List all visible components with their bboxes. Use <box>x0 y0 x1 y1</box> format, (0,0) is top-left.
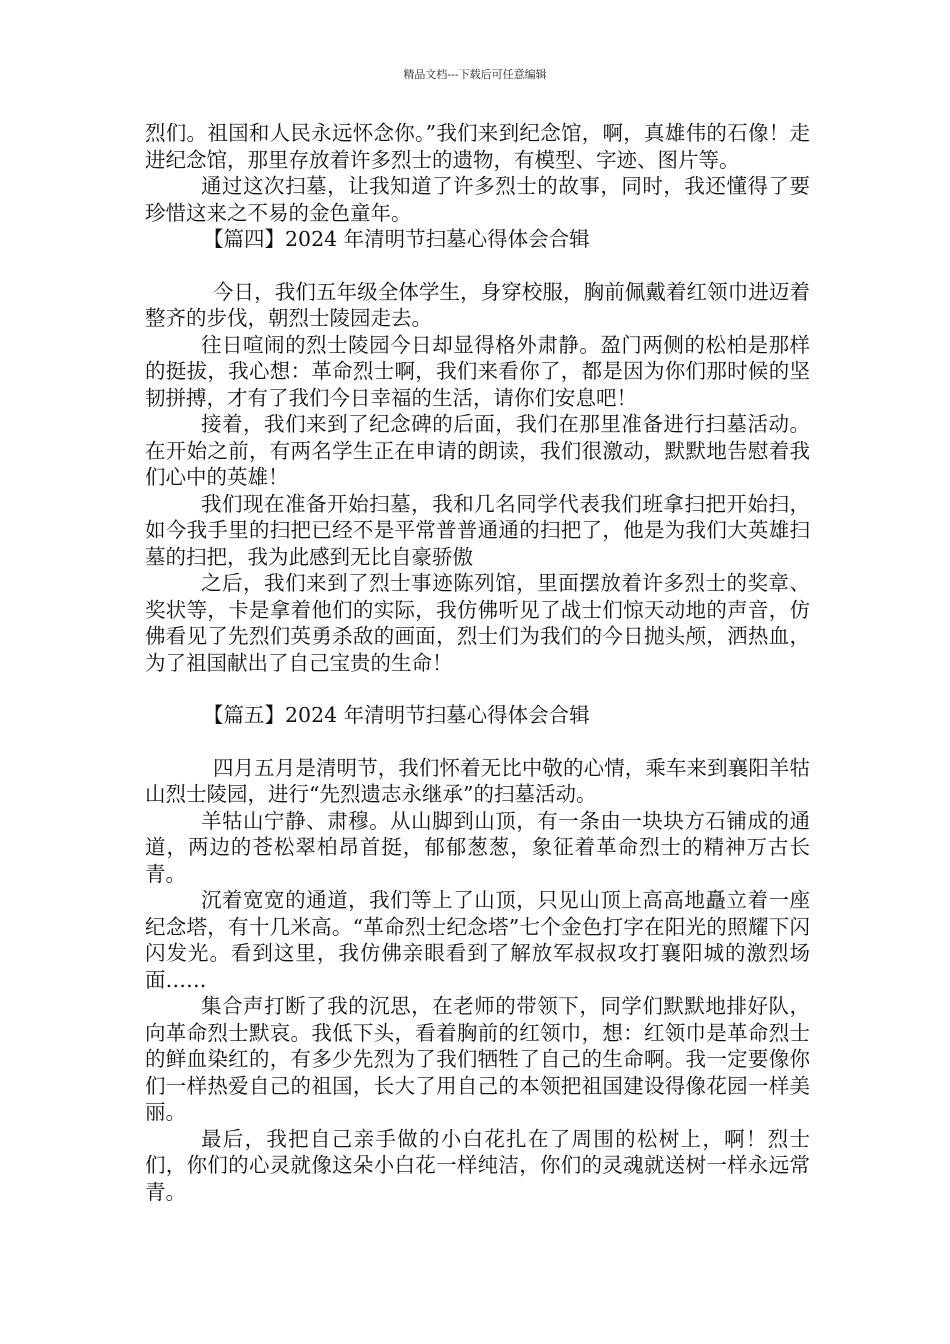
spacer <box>145 253 810 279</box>
spacer <box>145 676 810 702</box>
paragraph: 四月五月是清明节，我们怀着无比中敬的心情，乘车来到襄阳羊牯山烈士陵园，进行“先烈遗志永继承”的扫墓活动。 <box>145 755 810 806</box>
paragraph: 羊牯山宁静、肃穆。从山脚到山顶，有一条由一块块方石铺成的通道，两边的苍松翠柏昂首挺，郁郁葱葱，象征着革命烈士的精神万古长青。 <box>145 808 810 886</box>
paragraph: 之后，我们来到了烈士事迹陈列馆，里面摆放着许多烈士的奖章、奖状等，卡是拿着他们的实际，我仿佛听见了战士们惊天动地的声音，仿佛看见了先烈们英勇杀敌的画面，烈士们为我们的今日抛头颅，洒热血，为了祖国献出了自己宝贵的生命！ <box>145 571 810 675</box>
paragraph: 接着，我们来到了纪念碑的后面，我们在那里准备进行扫墓活动。在开始之前，有两名学生正在申请的朗读，我们很激动，默默地告慰着我们心中的英雄！ <box>145 412 810 489</box>
paragraph: 我们现在准备开始扫墓，我和几名同学代表我们班拿扫把开始扫，如今我手里的扫把已经不是平常普普通通的扫把了，他是为我们大英雄扫墓的扫把，我为此感到无比自豪骄傲 <box>145 491 810 569</box>
paragraph: 集合声打断了我的沉思，在老师的带领下，同学们默默地排好队，向革命烈士默哀。我低下头，看着胸前的红领巾，想：红领巾是革命烈士的鲜血染红的，有多少先烈为了我们牺牲了自己的生命啊。我一定要像你们一样热爱自己的祖国，长大了用自己的本领把祖国建设得像花园一样美丽。 <box>145 994 810 1124</box>
paragraph: 今日，我们五年级全体学生，身穿校服，胸前佩戴着红领巾进迈着整齐的步伐，朝烈士陵园走去。 <box>145 279 810 330</box>
paragraph: 通过这次扫墓，让我知道了许多烈士的故事，同时，我还懂得了要珍惜这来之不易的金色童年。 <box>145 174 810 225</box>
paragraph: 最后，我把自己亲手做的小白花扎在了周围的松树上，啊！烈士们，你们的心灵就像这朵小白花一样纯洁，你们的灵魂就送树一样永远常青。 <box>145 1126 810 1204</box>
paragraph: 沉着宽宽的通道，我们等上了山顶，只见山顶上高高地矗立着一座纪念塔，有十几米高。“革命烈士纪念塔”七个金色打字在阳光的照耀下闪闪发光。看到这里，我仿佛亲眼看到了解放军叔叔攻打襄阳城的激烈场面…… <box>145 888 810 992</box>
spacer <box>145 729 810 755</box>
document-body <box>145 120 810 1205</box>
page-header: 精品文档---下载后可任意编辑 <box>403 68 547 81</box>
paragraph: 往日喧闹的烈士陵园今日却显得格外肃静。盈门两侧的松柏是那样的挺拔，我心想：革命烈士啊，我们来看你了，都是因为你们那时候的坚韧拼搏，才有了我们今日幸福的生活，请你们安息吧！ <box>145 332 810 410</box>
section-heading-4: 【篇四】2024 年清明节扫墓心得体会合辑 <box>203 227 590 251</box>
paragraph: 烈们。祖国和人民永远怀念你。”我们来到纪念馆，啊，真雄伟的石像！走进纪念馆，那里存放着许多烈士的遗物，有模型、字迹、图片等。 <box>145 121 810 172</box>
section-heading-5: 【篇五】2024 年清明节扫墓心得体会合辑 <box>203 703 590 727</box>
